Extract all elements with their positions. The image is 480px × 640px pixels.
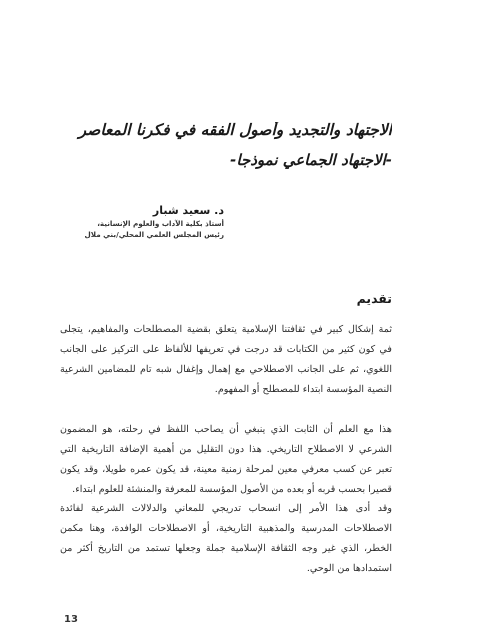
- paragraph-line: قصيرا بحسب قربه أو بعده من الأصول المؤسسة للمعرفة والمنشئة للعلوم ابتداء.: [72, 484, 392, 495]
- author-affiliation: أستاذ بكلية الآداب والعلوم الإنسانية،: [97, 219, 224, 228]
- paragraph: [60, 499, 392, 579]
- article-title: الاجتهاد والتجديد وأصول الفقه في فكرنا المعاصر: [78, 122, 392, 139]
- paragraph-line: ثمة إشكال كبير في ثقافتنا الإسلامية يتعلق بقضية المصطلحات والمفاهيم، يتجلى: [60, 324, 392, 335]
- author-block: [54, 203, 224, 240]
- paragraph-line: وقد أدى هذا الأمر إلى انسحاب تدريجي للمعاني والدلالات الشرعية لفائدة: [60, 503, 392, 514]
- paragraph-line: تعبر عن كسب معرفي معين لمرحلة زمنية معينة، قد يكون عمره طويلا، وقد يكون: [60, 464, 392, 475]
- section-heading: تقديم: [356, 291, 392, 306]
- paragraph-line: الشرعي لا الاصطلاح التاريخي. هذا دون التقليل من أهمية الإضافة التاريخية التي: [60, 444, 392, 455]
- author-name: د. سعيد شبار: [152, 204, 224, 217]
- author-role: رئيس المجلس العلمي المحلي/بني ملال: [84, 230, 224, 239]
- paragraph: [60, 420, 392, 500]
- page-number: 13: [64, 614, 78, 625]
- paragraph-line: الاصطلاحات المدرسية والمذهبية التاريخية، أو الاصطلاحات الوافدة، وهنا مكمن: [60, 523, 392, 534]
- paragraph-line: الخطر، الذي غير وجه الثقافة الإسلامية جملة وجعلها تستمد من التاريخ أكثر من: [60, 543, 392, 554]
- paragraph: [60, 320, 392, 400]
- paragraph-line: النصية المؤسسة ابتداء للمصطلح أو المفهوم.: [214, 384, 392, 395]
- article-subtitle: -الاجتهاد الجماعي نموذجا-: [230, 152, 392, 169]
- paragraph-line: استمدادها من الوحي.: [306, 563, 392, 574]
- paragraph-line: هذا مع العلم أن الثابت الذي ينبغي أن يصاحب اللفظ في رحلته، هو المضمون: [60, 424, 392, 435]
- paragraph-line: اللغوي، ثم على الجانب الاصطلاحي مع إهمال وإغفال شبه تام للمضامين الشرعية: [60, 364, 392, 375]
- paragraph-line: في كون كثير من الكتابات قد درجت في تعريفها للألفاظ على التركيز على الجانب: [60, 344, 392, 355]
